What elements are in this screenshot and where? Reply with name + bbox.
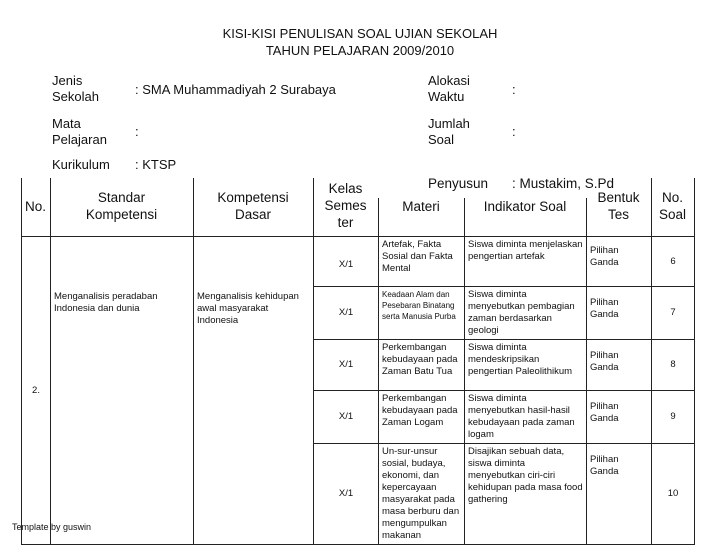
indikator-cell: Siswa diminta mendeskripsikan pengertian Paleolithikum	[465, 340, 587, 391]
bentuk-cell: Pilihan Ganda	[587, 287, 652, 340]
row-no: 2.	[22, 237, 51, 545]
col-kompetensi-header: Kompetensi Dasar	[217, 190, 289, 222]
mata-pelajaran-value: :	[135, 124, 139, 139]
col-materi-header: Materi	[402, 199, 440, 214]
no-soal-cell: 7	[652, 287, 695, 340]
kompetensi-dasar-cell: Menganalisis kehidupan awal masyarakat Indonesia	[194, 237, 314, 545]
col-kelas-header: Kelas Semes ter	[324, 181, 367, 230]
jenis-sekolah-value: : SMA Muhammadiyah 2 Surabaya	[135, 82, 336, 97]
no-soal-cell: 9	[652, 391, 695, 444]
no-soal-cell: 8	[652, 340, 695, 391]
standar-kompetensi-cell: Menganalisis peradaban Indonesia dan dunia	[51, 237, 194, 545]
materi-cell: Un-sur-unsur sosial, budaya, ekonomi, dan kepercayaan masyarakat pada masa berburu dan mengumpulkan makanan	[379, 444, 465, 545]
col-indikator-header: Indikator Soal	[483, 199, 567, 214]
bentuk-cell: Pilihan Ganda	[587, 444, 652, 545]
indikator-cell: Siswa diminta menjelaskan pengertian artefak	[465, 237, 587, 287]
bentuk-cell: Pilihan Ganda	[587, 391, 652, 444]
kurikulum-label: Kurikulum	[52, 157, 110, 172]
alokasi-waktu-label: Alokasi Waktu	[428, 73, 470, 104]
kelas-cell: X/1	[314, 237, 379, 287]
document-title: KISI-KISI PENULISAN SOAL UJIAN SEKOLAH	[222, 26, 498, 41]
kelas-cell: X/1	[314, 444, 379, 545]
table-row	[22, 237, 695, 287]
kisi-kisi-table	[21, 236, 695, 545]
materi-cell: Artefak, Fakta Sosial dan Fakta Mental	[379, 237, 465, 287]
indikator-cell: Disajikan sebuah data, siswa diminta menyebutkan ciri-ciri kehidupan pada masa food gathering	[465, 444, 587, 545]
kelas-cell: X/1	[314, 340, 379, 391]
jenis-sekolah-label: Jenis Sekolah	[52, 73, 99, 104]
no-soal-cell: 6	[652, 237, 695, 287]
col-bentuk-header: Bentuk Tes	[597, 190, 640, 222]
mata-pelajaran-label: Mata Pelajaran	[52, 116, 107, 147]
materi-cell: Perkembangan kebudayaan pada Zaman Batu Tua	[379, 340, 465, 391]
col-no-soal-header: No. Soal	[658, 190, 687, 222]
col-no-header: No.	[24, 199, 46, 214]
jumlah-soal-label: Jumlah Soal	[428, 116, 470, 147]
materi-cell: Keadaan Alam dan Pesebaran Binatang serta Manusia Purba	[379, 287, 465, 340]
bentuk-cell: Pilihan Ganda	[587, 237, 652, 287]
materi-cell: Perkembangan kebudayaan pada Zaman Logam	[379, 391, 465, 444]
document-subtitle: TAHUN PELAJARAN 2009/2010	[265, 43, 455, 58]
col-standar-header: Standar Kompetensi	[85, 190, 158, 222]
indikator-cell: Siswa diminta menyebutkan pembagian zaman berdasarkan geologi	[465, 287, 587, 340]
indikator-cell: Siswa diminta menyebutkan hasil-hasil kebudayaan pada zaman logam	[465, 391, 587, 444]
no-soal-cell: 10	[652, 444, 695, 545]
bentuk-cell: Pilihan Ganda	[587, 340, 652, 391]
jumlah-soal-value: :	[512, 124, 516, 139]
kelas-cell: X/1	[314, 391, 379, 444]
template-credit: Template by guswin	[12, 522, 92, 532]
penyusun-value: : Mustakim, S.Pd	[512, 176, 615, 191]
kelas-cell: X/1	[314, 287, 379, 340]
kurikulum-value: : KTSP	[135, 157, 177, 172]
alokasi-waktu-value: :	[512, 82, 516, 97]
penyusun-label: Penyusun	[428, 176, 489, 191]
